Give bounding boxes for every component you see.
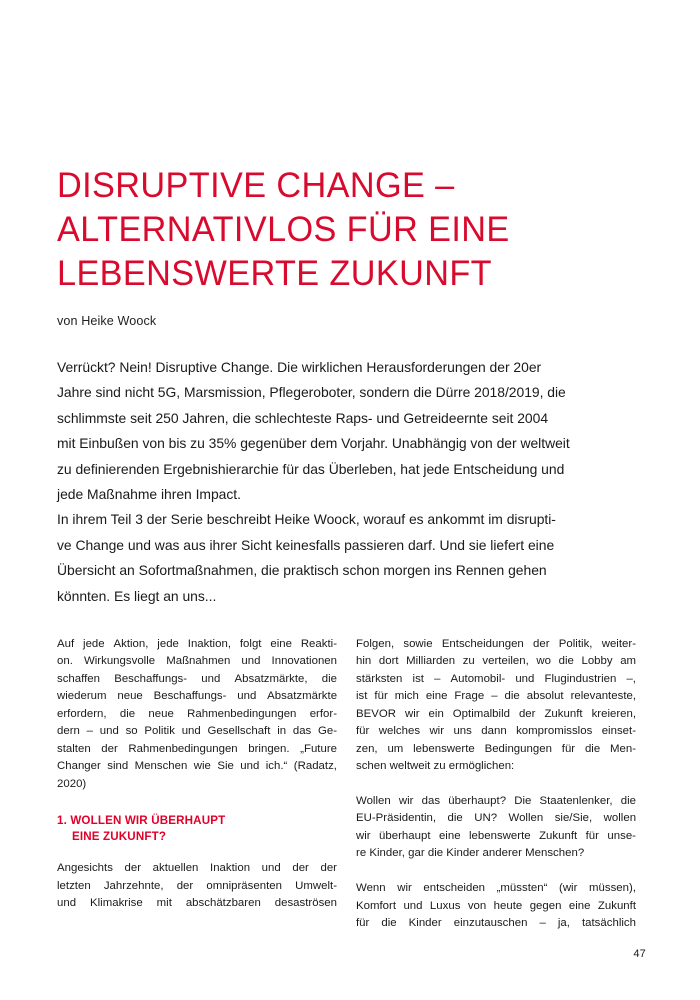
page-title [57, 163, 617, 295]
body-line: Angesichts der aktuellen Inaktion und der der [57, 862, 337, 875]
body-line: stalten der Rahmenbedingungen bringen. „Future [57, 742, 338, 755]
lead-line: Übersicht an Sofortmaßnahmen, die praktisch schon morgen ins Rennen gehen [57, 562, 547, 579]
lead-line: schlimmste seit 250 Jahren, die schlechteste Raps- und Getreideernte seit 2004 [57, 409, 549, 426]
right-column [356, 636, 636, 933]
body-line: zen, um lebenswerte Bedingungen für die Men- [356, 742, 637, 755]
section-heading-wollen-wir-eine-zukunft [57, 813, 337, 845]
title-line-1: DISRUPTIVE CHANGE – [57, 165, 455, 205]
body-line: BEVOR wir ein Optimalbild der Zukunft kreieren, [356, 707, 637, 720]
lead-line: Jahre sind nicht 5G, Marsmission, Pflegeroboter, sondern die Dürre 2018/2019, die [57, 384, 566, 401]
body-line: für die Kinder einzutauschen – ja, tatsächlich [356, 917, 636, 930]
lead-line: Verrückt? Nein! Disruptive Change. Die wirklichen Herausforderungen der 20er [57, 359, 542, 375]
body-line: hin dort Milliarden zu verteilen, wo die Lobby am [356, 655, 637, 668]
left-column [57, 636, 337, 912]
lead-line: jede Maßnahme ihren Impact. [57, 486, 241, 503]
body-line: wir überhaupt eine lebenswerte Zukunft für unse- [356, 829, 636, 842]
paragraph-reaktion [57, 636, 337, 793]
lead-line: mit Einbußen von bis zu 35% gegenüber dem Vorjahr. Unabhängig von der weltweit [57, 435, 570, 452]
title-line-3: LEBENSWERTE ZUKUNFT [57, 253, 492, 293]
lead-paragraph-1 [57, 355, 617, 507]
body-line: schaffen Beschaffungs- und Absatzmärkte, die [57, 672, 338, 685]
body-line: 2020) [57, 777, 87, 790]
body-line: EU-Präsidentin, die UN? Wollen sie/Sie, wollen [356, 812, 637, 825]
lead-line: könnten. Es liegt an uns... [57, 587, 217, 604]
paragraph-folgen [356, 636, 636, 776]
body-line: für welches wir uns dann kompromisslos einset- [356, 725, 637, 738]
title-line-2: ALTERNATIVLOS FÜR EINE [57, 209, 510, 249]
body-line: Changer sind Menschen wie Sie und ich.“ (Radatz, [57, 760, 337, 773]
paragraph-angesichts [57, 860, 337, 912]
body-line: Wollen wir das überhaupt? Die Staatenlenker, die [356, 795, 637, 808]
section-heading-line-1: 1. WOLLEN WIR ÜBERHAUPT [57, 814, 226, 828]
body-line: letzten Jahrzehnte, der omnipräsenten Umwelt- [57, 879, 338, 892]
body-line: Folgen, sowie Entscheidungen der Politik, weiter- [356, 638, 637, 650]
byline: von Heike Woock [57, 314, 157, 328]
body-line: und Klimakrise mit abschätzbaren desaströsen [57, 896, 338, 909]
paragraph-wenn [356, 880, 636, 932]
page-number: 47 [633, 948, 646, 960]
lead-paragraphs [57, 355, 617, 609]
body-line: wiederum neue Beschaffungs- und Absatzmärkte [57, 690, 338, 703]
body-line: Wenn wir entscheiden „müssten“ (wir müssen), [356, 882, 637, 895]
body-line: erfordern, die neue Rahmenbedingungen erfor- [57, 707, 338, 720]
paragraph-wollen [356, 793, 636, 863]
lead-paragraph-2 [57, 507, 617, 609]
body-line: dern – und so Politik und Gesellschaft in das Ge- [57, 725, 338, 738]
body-columns [57, 636, 645, 936]
body-line: stärksten ist – Automobil- und Flugindustrien –, [356, 672, 636, 685]
body-line: schen weltweit zu ermöglichen: [356, 760, 515, 773]
lead-line: In ihrem Teil 3 der Serie beschreibt Heike Woock, worauf es ankommt im disrupti- [57, 511, 556, 528]
body-line: re Kinder, gar die Kinder anderer Menschen? [356, 847, 585, 860]
section-heading-line-2: EINE ZUKUNFT? [72, 830, 167, 844]
lead-line: ve Change und was aus ihrer Sicht keinesfalls passieren darf. Und sie liefert eine [57, 536, 555, 553]
lead-line: zu definierenden Ergebnishierarchie für das Überleben, hat jede Entscheidung und [57, 460, 565, 477]
body-line: Komfort und Luxus von heute gegen eine Zukunft [356, 899, 637, 912]
body-line: Auf jede Aktion, jede Inaktion, folgt eine Reakti- [57, 638, 338, 650]
body-line: ist für mich eine Frage – die absolut relevanteste, [356, 690, 637, 703]
body-line: on. Wirkungsvolle Maßnahmen und Innovationen [57, 655, 338, 668]
